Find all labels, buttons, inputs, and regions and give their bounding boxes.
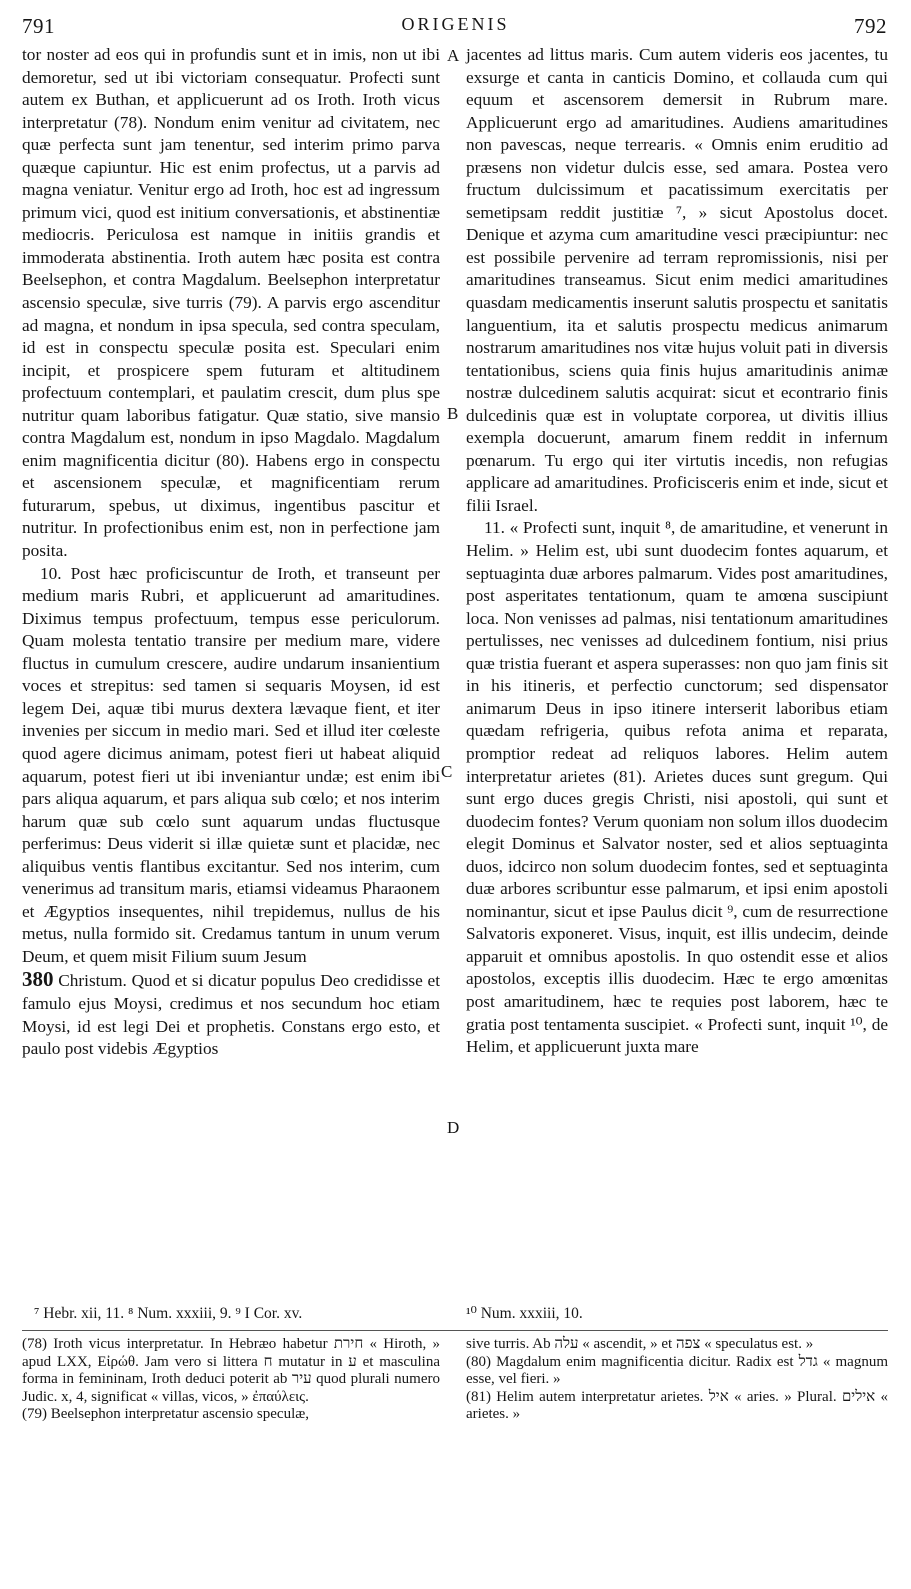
- note-81: (81) Helim autem interpretatur arietes. איל « aries. » Plural. אילים « arietes. »: [466, 1388, 889, 1422]
- left-paragraph-2-continued: [22, 968, 440, 1060]
- left-column: [22, 44, 440, 1061]
- page-number-right: 792: [854, 14, 887, 38]
- note-80: (80) Magdalum enim magnificentia dicitur. Radix est גדל « magnum esse, vel fieri. »: [466, 1353, 888, 1387]
- note-78: (78) Iroth vicus interpretatur. In Hebræo habetur חירת « Hiroth, » apud LXX, Εἰρώθ. Jam vero si littera ח mutatur in ע et masculina forma in femininam, Iroth deduci poterit ab עיר quod plurali numero Judic. x, 4, significat « villas, vicos, » ἐπαύλεις.: [22, 1336, 441, 1405]
- left-paragraph-1: tor noster ad eos qui in profundis sunt et in imis, non ut ibi demoretur, sed ut ibi victoriam consequatur. Profecti sunt autem ex Buthan, et applicuerunt ad os Iroth. Iroth vicus interpretatur (78). Nondum enim venitur ad civitatem, nec quæ perfecta sunt jam tenentur, sed interim primo parva quæque capiuntur. Hic est enim profectus, ut a parvis ad magna veniatur. Venitur ergo ad Iroth, hoc est ad ingressum primum vici, quod est initium conversationis, et abstinentiæ mediocris. Periculosa est namque in initiis grandis et immoderata abstinentia. Iroth autem hæc posita est contra Beelsephon, et contra Magdalum. Beelsephon interpretatur ascensio speculæ, sive turris (79). A parvis ergo ascenditur ad magna, et nondum in ipsa specula, sed contra speculam, id est in conspectu speculæ posita est. Speculari enim incipit, et prospicere spem futuram et altitudinem profectuum contemplari, et paulatim crescit, dum plus spe nutritur quam laboribus fatigatur. Quæ statio, sive mansio contra Magdalum est, nondum in ipso Magdalo. Magdalum enim magnificentia dicitur (80). Habens ergo in conspectu et ascensionem speculæ, et magnificentiam rerum futurarum, spebus, ut diximus, ingentibus pascitur et nutritur. In profectionibus enim est, non in perfectione jam posita.: [22, 45, 440, 561]
- right-paragraph-1: jacentes ad littus maris. Cum autem videris eos jacentes, tu exsurge et canta in canticis Domino, et collauda cum qui equum et ascensorem demersit in Rubrum mare. Applicuerunt ergo ad amaritudines. Audiens amaritudines non pavescas, neque terrearis. « Omnis enim eruditio ad præsens non videtur dulcis esse, sed amara. Postea vero fructum dulcissimum et pacatissimum exercitatis per semetipsam reddit justitiæ ⁷, » sicut Apostolus docet. Denique et azyma cum amaritudine vesci præcipiuntur: nec est possibile pervenire ad terram repromissionis, nisi per amaritudines transeamus. Sicut enim medici amaritudines quasdam medicamentis inserunt salutis prospectu et sanitatis languentium, ita et salutis prospectu medicus animarum nostrarum amaritudines nos vitæ hujus voluit pati in diversis tentationibus, sciens quia finis hujus amaritudinis animæ nostræ dulcedinem salutis acquirat: sicut et econtrario finis dulcedinis quæ est in voluptate corporea, ut divitis illius exempla docuerunt, amarum finem reddit in infernum pœnarum. Tu ergo qui iter virtutis incedis, non refugias applicare ad amaritudines. Proficisceris enim et inde, sicut et filii Israel.: [466, 45, 888, 515]
- note-79-continued: sive turris. Ab עלה « ascendit, » et צפה « speculatus est. »: [466, 1336, 814, 1352]
- page-number-left: 791: [22, 14, 55, 38]
- right-notes: [466, 1336, 888, 1424]
- left-notes: [22, 1336, 440, 1424]
- page-header: [0, 14, 911, 44]
- margin-marker-d: D: [447, 1118, 460, 1137]
- column-marker: 380: [22, 967, 54, 992]
- left-scripture-refs: ⁷ Hebr. xii, 11. ⁸ Num. xxxiii, 9. ⁹ I Cor. xv.: [34, 1305, 303, 1322]
- margin-marker-b: B: [447, 404, 459, 423]
- margin-marker-c: C: [441, 762, 453, 781]
- footnote-divider: [22, 1330, 888, 1331]
- running-title: ORIGENIS: [401, 14, 510, 34]
- note-79: (79) Beelsephon interpretatur ascensio speculæ,: [22, 1406, 309, 1422]
- right-column: [466, 44, 888, 1059]
- left-paragraph-2: 10. Post hæc proficiscuntur de Iroth, et transeunt per medium maris Rubri, et applicuerunt ad amaritudines. Diximus tempus profectuum, tempus esse periculorum. Quam molesta tentatio transire per medium mare, videre fluctus in cumulum crescere, audire undarum insanientium voces et strepitus: sed tamen si sequaris Moysen, id est legem Dei, aquæ tibi murus dextera lævaque fient, et iter invenies per siccum in medio mari. Sed et illud iter cœleste quod agere dicimus animam, potest fieri ut habeat aliquid aquarum, potest fieri ut ibi inveniantur undæ; est enim ibi pars aliqua aquarum, et pars aliqua sub cœlo; et nos interim harum quæ sub cœlo sunt aquarum undas fluctusque perferimus: Deus viderit si illæ quietæ sunt et placidæ, nec aliquibus ventis flantibus excitantur. Sed nos interim, cum venerimus ad transitum maris, etiamsi videamus Pharaonem et Ægyptios insequentes, nihil trepidemus, nullus de his metus, nulla formido sit. Credamus tantum in unum verum Deum, et quem misit Filium suum Jesum: [22, 563, 440, 966]
- margin-marker-a: A: [447, 46, 460, 65]
- right-paragraph-2: 11. « Profecti sunt, inquit ⁸, de amaritudine, et venerunt in Helim. » Helim est, ubi sunt duodecim fontes aquarum, et septuaginta duæ arbores palmarum. Vides post amaritudines, post asperitates tentationum, quam te amœna suscipiunt loca. Non venisses ad palmas, nisi tentationum amaritudines pertulisses, nec venisses ad dulcedinem fontium, nisi prius quæ tristia fuerant et aspera superasses: non quo jam finis sit in his itineris, et perfectio cunctorum; sed dispensator animarum Deus in ipso itinere interserit laboribus etiam quædam refrigeria, quibus refota anima et reparata, promptior redeat ad reliquos labores. Helim autem interpretatur arietes (81). Arietes duces sunt gregum. Qui sunt ergo duces gregis Christi, nisi apostoli, qui sunt et duodecim fontes? Verum quoniam non solum illos duodecim elegit Dominus et Salvator noster, sed et alios septuaginta duos, idcirco non solum duodecim fontes, sed et septuaginta duæ arbores scribuntur esse palmarum, et ipsi enim apostoli nominantur, sicut et ipse Paulus dicit ⁹, cum de resurrectione Salvatoris exponeret. Visus, inquit, est illis undecim, deinde apparuit et omnibus apostolis. In quo ostendit esse et alios apostolos, exceptis illis duodecim. Hæc te ergo amœnitas post amaritudinem, hæc te requies post laborem, hæc te gratia post tentamenta suscipiet. « Profecti sunt, inquit ¹⁰, de Helim, et applicuerunt juxta mare: [466, 518, 888, 1057]
- right-scripture-refs: ¹⁰ Num. xxxiii, 10.: [466, 1305, 583, 1322]
- left-paragraph-2-end: Christum. Quod et si dicatur populus Deo credidisse et famulo ejus Moysi, credimus et nos secundum hoc etiam Moysi, id est legi Dei et prophetis. Constans ergo esto, et paulo post videbis Ægyptios: [22, 971, 441, 1059]
